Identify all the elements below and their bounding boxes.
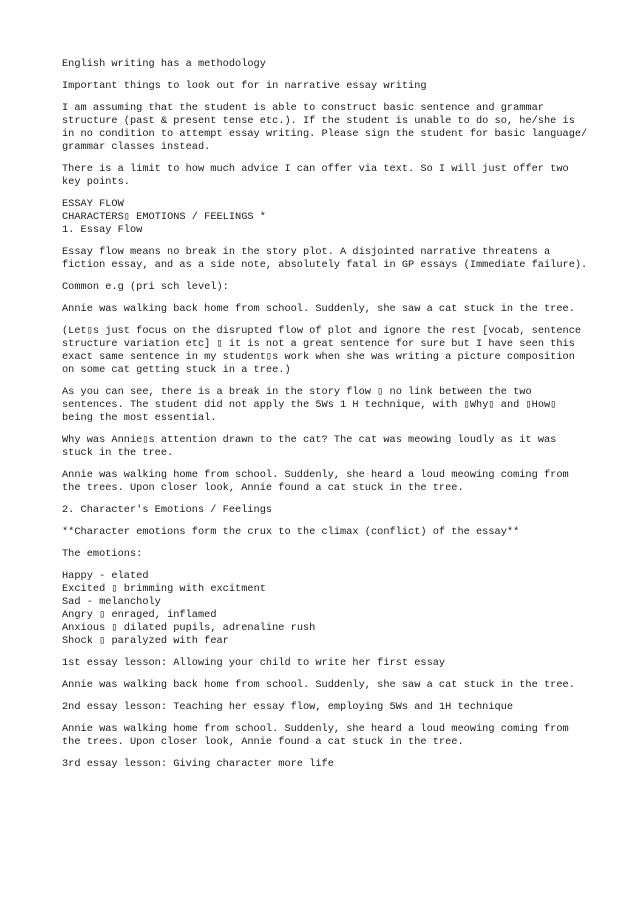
break-explanation-paragraph: As you can see, there is a break in the story flow ▯ no link between the two sentences. The student did not apply the 5Ws 1 H technique, with ▯Why▯ and ▯How▯ being the most essential.: [62, 386, 563, 424]
commentary-paragraph: (Let▯s just focus on the disrupted flow of plot and ignore the rest [vocab, sentence structure variation etc] ▯ it is not a great sentence for sure but I have seen this exact same sentence in my student▯s work when she was writing a picture composition on some cat getting stuck in a tree.): [62, 325, 588, 376]
section-2-heading: 2. Character's Emotions / Feelings: [62, 504, 273, 516]
document-subtitle: Important things to look out for in narrative essay writing: [62, 80, 427, 92]
lesson-3-heading: 3rd essay lesson: Giving character more life: [62, 758, 334, 770]
essay-flow-paragraph: Essay flow means no break in the story plot. A disjointed narrative threatens a fiction essay, and as a side note, absolutely fatal in GP essays (Immediate failure).: [62, 246, 588, 271]
lesson-2-heading: 2nd essay lesson: Teaching her essay flow, employing 5Ws and 1H technique: [62, 701, 514, 713]
limit-paragraph: There is a limit to how much advice I can offer via text. So I will just offer two key points.: [62, 163, 575, 188]
lesson-2-example: Annie was walking home from school. Suddenly, she heard a loud meowing coming from the trees. Upon closer look, Annie found a cat stuck in the tree.: [62, 723, 575, 748]
document-title: English writing has a methodology: [62, 58, 266, 70]
common-example-label: Common e.g (pri sch level):: [62, 281, 229, 293]
emotions-list: Happy - elated Excited ▯ brimming with excitment Sad - melancholy Angry ▯ enraged, inflamed Anxious ▯ dilated pupils, adrenaline rush Shock ▯ paralyzed with fear: [62, 570, 316, 647]
intro-paragraph: I am assuming that the student is able to construct basic sentence and grammar structure (past & present tense etc.). If the student is unable to do so, he/she is in no condition to attempt essay writing. Please sign the student for basic language/ grammar classes instead.: [62, 102, 594, 153]
outline-heading: ESSAY FLOW CHARACTERS▯ EMOTIONS / FEELINGS * 1. Essay Flow: [62, 198, 266, 236]
improved-sentence-1: Annie was walking home from school. Suddenly, she heard a loud meowing coming from the trees. Upon closer look, Annie found a cat stuck in the tree.: [62, 469, 575, 494]
lesson-1-heading: 1st essay lesson: Allowing your child to write her first essay: [62, 657, 446, 669]
emotions-crux-paragraph: **Character emotions form the crux to the climax (conflict) of the essay**: [62, 526, 520, 538]
lesson-1-example: Annie was walking back home from school. Suddenly, she saw a cat stuck in the tree.: [62, 679, 575, 691]
why-question-paragraph: Why was Annie▯s attention drawn to the cat? The cat was meowing loudly as it was stuck in the tree.: [62, 434, 563, 459]
emotions-label: The emotions:: [62, 548, 143, 560]
example-sentence-1: Annie was walking back home from school. Suddenly, she saw a cat stuck in the tree.: [62, 303, 575, 315]
